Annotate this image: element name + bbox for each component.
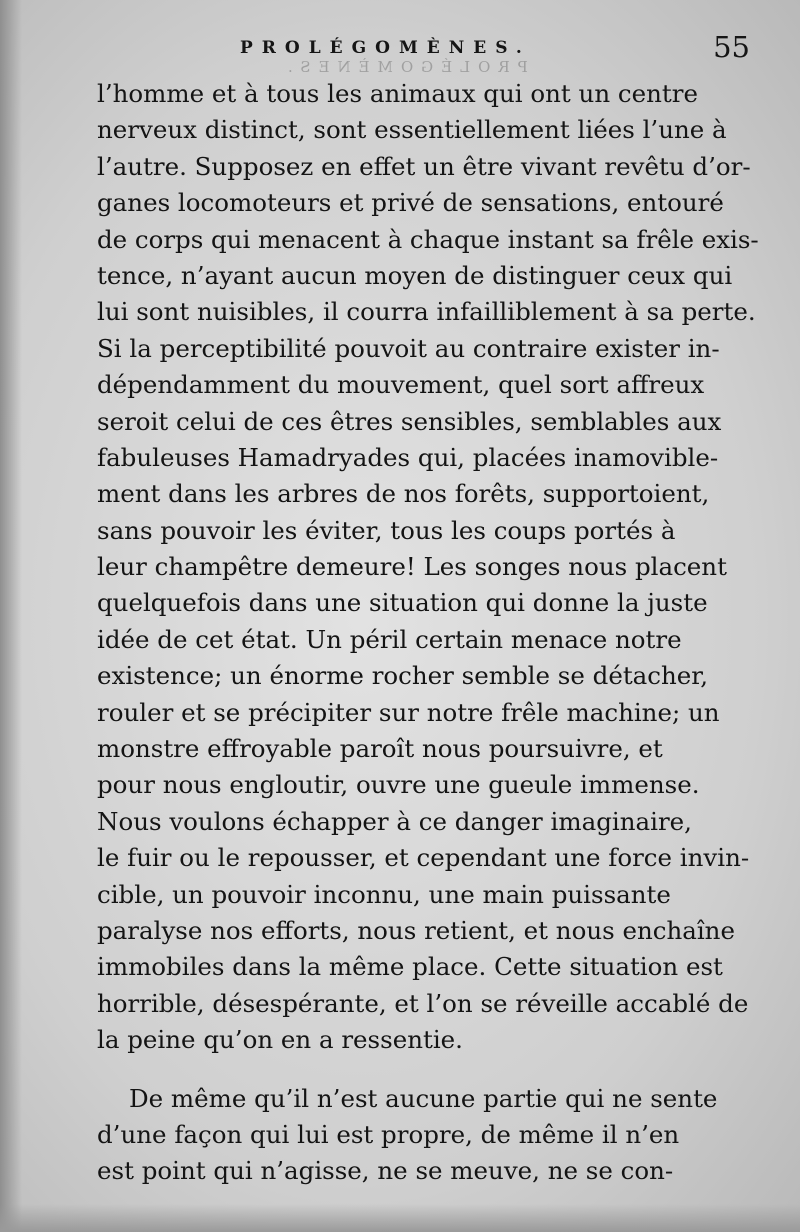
text-line: lui sont nuisibles, il courra infailliblement à sa perte. bbox=[97, 297, 756, 327]
text-line: De même qu’il n’est aucune partie qui ne sente bbox=[129, 1083, 718, 1113]
text-line: existence; un énorme rocher semble se détacher, bbox=[97, 661, 709, 691]
text-line: l’homme et à tous les animaux qui ont un centre bbox=[97, 79, 698, 108]
running-head: PROLÉGOMÈNES. bbox=[240, 38, 531, 58]
text-line: Si la perceptibilité pouvoit au contraire exister in- bbox=[97, 333, 720, 363]
text-line: ganes locomoteurs et privé de sensations, entouré bbox=[97, 188, 724, 218]
text-line: horrible, désespérante, et l’on se réveille accablé de bbox=[97, 988, 749, 1018]
text-line: le fuir ou le repousser, et cependant une force invin- bbox=[97, 843, 750, 873]
text-line: pour nous engloutir, ouvre une gueule immense. bbox=[97, 770, 700, 800]
paragraph-gap bbox=[97, 1059, 759, 1081]
text-line: Nous voulons échapper à ce danger imaginaire, bbox=[97, 806, 692, 836]
text-line: est point qui n’agisse, ne se meuve, ne se con- bbox=[97, 1156, 674, 1186]
page-number: 55 bbox=[713, 30, 750, 64]
text-line: tence, n’ayant aucun moyen de distinguer ceux qui bbox=[97, 260, 733, 290]
show-through-running-head: PROLÉGOMÈNES. bbox=[280, 58, 528, 76]
text-line: idée de cet état. Un péril certain menace notre bbox=[97, 624, 682, 654]
text-line: dépendamment du mouvement, quel sort affreux bbox=[97, 370, 705, 400]
text-line: ment dans les arbres de nos forêts, supportoient, bbox=[97, 479, 710, 509]
text-line: l’autre. Supposez en effet un être vivant revêtu d’or- bbox=[97, 151, 751, 181]
text-line: monstre effroyable paroît nous poursuivre, et bbox=[97, 734, 663, 764]
body-text bbox=[97, 76, 759, 1190]
text-line: cible, un pouvoir inconnu, une main puissante bbox=[97, 879, 671, 909]
page-bottom-edge bbox=[0, 1204, 800, 1232]
text-line: seroit celui de ces êtres sensibles, semblables aux bbox=[97, 406, 722, 436]
text-line: paralyse nos efforts, nous retient, et nous enchaîne bbox=[97, 915, 735, 945]
binding-shadow bbox=[0, 0, 22, 1232]
text-line: immobiles dans la même place. Cette situation est bbox=[97, 952, 723, 982]
text-line: quelquefois dans une situation qui donne la juste bbox=[97, 588, 708, 618]
paragraph bbox=[97, 76, 759, 1059]
paragraph bbox=[97, 1081, 759, 1190]
text-line: d’une façon qui lui est propre, de même il n’en bbox=[97, 1119, 680, 1149]
text-line: leur champêtre demeure! Les songes nous placent bbox=[97, 552, 727, 582]
text-line: fabuleuses Hamadryades qui, placées inamovible- bbox=[97, 442, 719, 472]
text-line: nerveux distinct, sont essentiellement liées l’une à bbox=[97, 115, 727, 145]
text-line: sans pouvoir les éviter, tous les coups portés à bbox=[97, 515, 676, 545]
text-line: de corps qui menacent à chaque instant sa frêle exis- bbox=[97, 224, 759, 254]
text-line: la peine qu’on en a ressentie. bbox=[97, 1025, 463, 1055]
text-line: rouler et se précipiter sur notre frêle machine; un bbox=[97, 697, 720, 727]
